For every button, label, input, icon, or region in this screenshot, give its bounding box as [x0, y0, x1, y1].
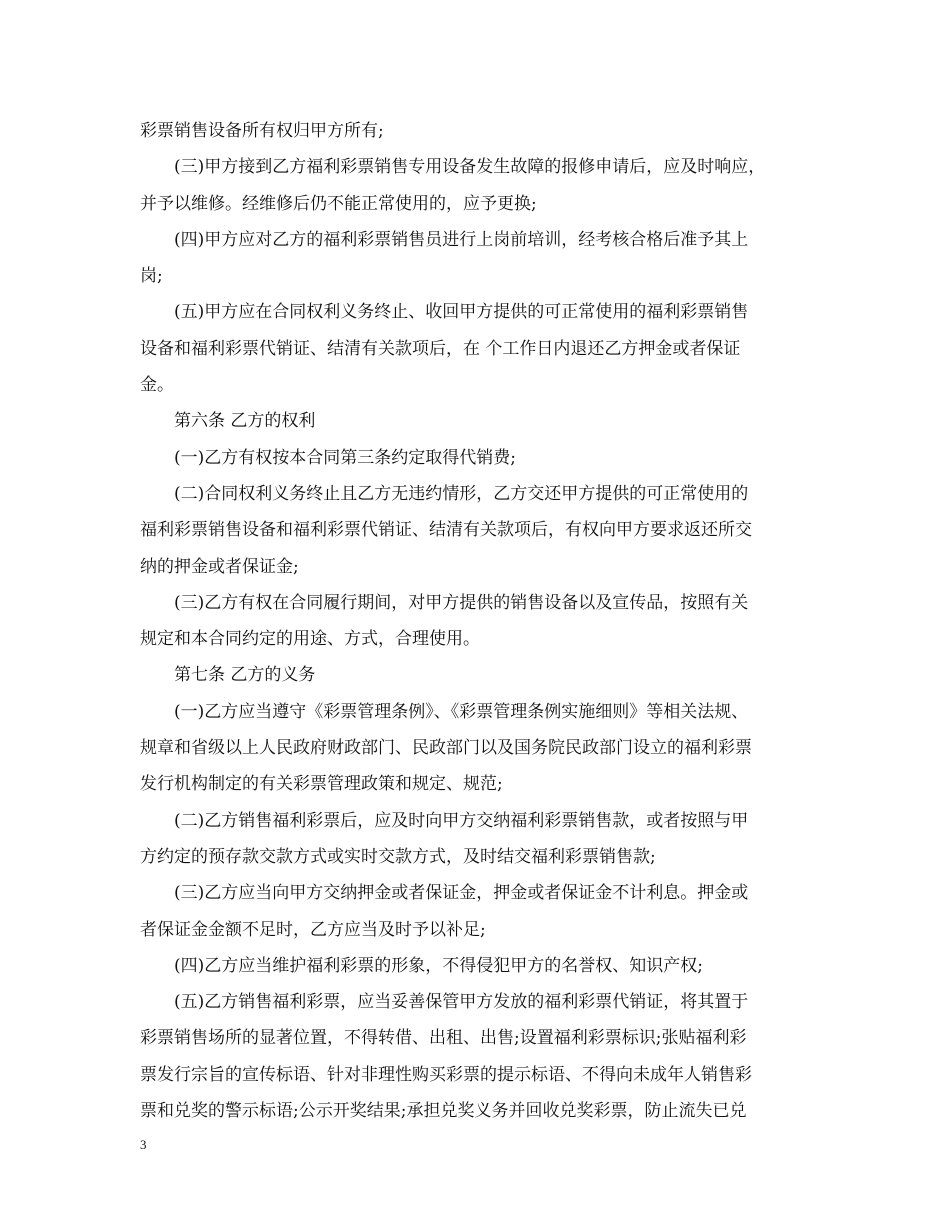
text-line: (一)乙方有权按本合同第三条约定取得代销费;: [174, 447, 516, 468]
text-line: (二)乙方销售福利彩票后，应及时向甲方交纳福利彩票销售款，或者按照与甲: [174, 810, 749, 831]
text-line: 岗;: [140, 266, 163, 287]
text-line: 彩票销售设备所有权归甲方所有;: [140, 121, 384, 141]
text-line: (四)乙方应当维护福利彩票的形象，不得侵犯甲方的名誉权、知识产权;: [174, 955, 703, 976]
text-line: 规章和省级以上人民政府财政部门、民政部门以及国务院民政部门设立的福利彩票: [140, 738, 752, 759]
text-line: (五)甲方应在合同权利义务终止、收回甲方提供的可正常使用的福利彩票销售: [174, 302, 749, 323]
text-line: (三)甲方接到乙方福利彩票销售专用设备发生故障的报修申请后，应及时响应，: [174, 157, 766, 178]
text-line: 规定和本合同约定的用途、方式，合理使用。: [140, 629, 480, 650]
text-line: 并予以维修。经维修后仍不能正常使用的，应予更换;: [140, 193, 537, 214]
text-line: 票和兑奖的警示标语;公示开奖结果;承担兑奖义务并回收兑奖彩票，防止流失已兑: [140, 1101, 747, 1122]
text-line: (三)乙方应当向甲方交纳押金或者保证金，押金或者保证金不计利息。押金或: [174, 883, 749, 904]
text-line: (五)乙方销售福利彩票，应当妥善保管甲方发放的福利彩票代销证，将其置于: [174, 992, 749, 1013]
text-line: 票发行宗旨的宣传标语、针对非理性购买彩票的提示标语、不得向未成年人销售彩: [140, 1064, 752, 1085]
article-heading: 第七条 乙方的义务: [174, 665, 316, 686]
text-line: 纳的押金或者保证金;: [140, 556, 299, 577]
text-line: (三)乙方有权在合同履行期间，对甲方提供的销售设备以及宣传品，按照有关: [174, 592, 749, 613]
text-line: (二)合同权利义务终止且乙方无违约情形，乙方交还甲方提供的可正常使用的: [174, 483, 749, 504]
page-number: 3: [140, 1137, 147, 1152]
text-line: (一)乙方应当遵守《彩票管理条例》、《彩票管理条例实施细则》等相关法规、: [174, 701, 749, 722]
article-heading: 第六条 乙方的权利: [174, 411, 316, 432]
document-body: [140, 113, 820, 1129]
text-line: 方约定的预存款交款方式或实时交款方式，及时结交福利彩票销售款;: [140, 846, 656, 867]
text-line: 金。: [140, 375, 174, 396]
text-line: (四)甲方应对乙方的福利彩票销售员进行上岗前培训，经考核合格后准予其上: [174, 229, 749, 250]
text-line: 彩票销售场所的显著位置，不得转借、出租、出售;设置福利彩票标识;张贴福利彩: [140, 1028, 747, 1049]
text-line: 发行机构制定的有关彩票管理政策和规定、规范;: [140, 774, 503, 795]
text-line: 福利彩票销售设备和福利彩票代销证、结清有关款项后，有权向甲方要求返还所交: [140, 520, 752, 541]
text-line: 设备和福利彩票代销证、结清有关款项后，在 个工作日内退还乙方押金或者保证: [140, 338, 741, 359]
text-line: 者保证金金额不足时，乙方应当及时予以补足;: [140, 919, 486, 940]
